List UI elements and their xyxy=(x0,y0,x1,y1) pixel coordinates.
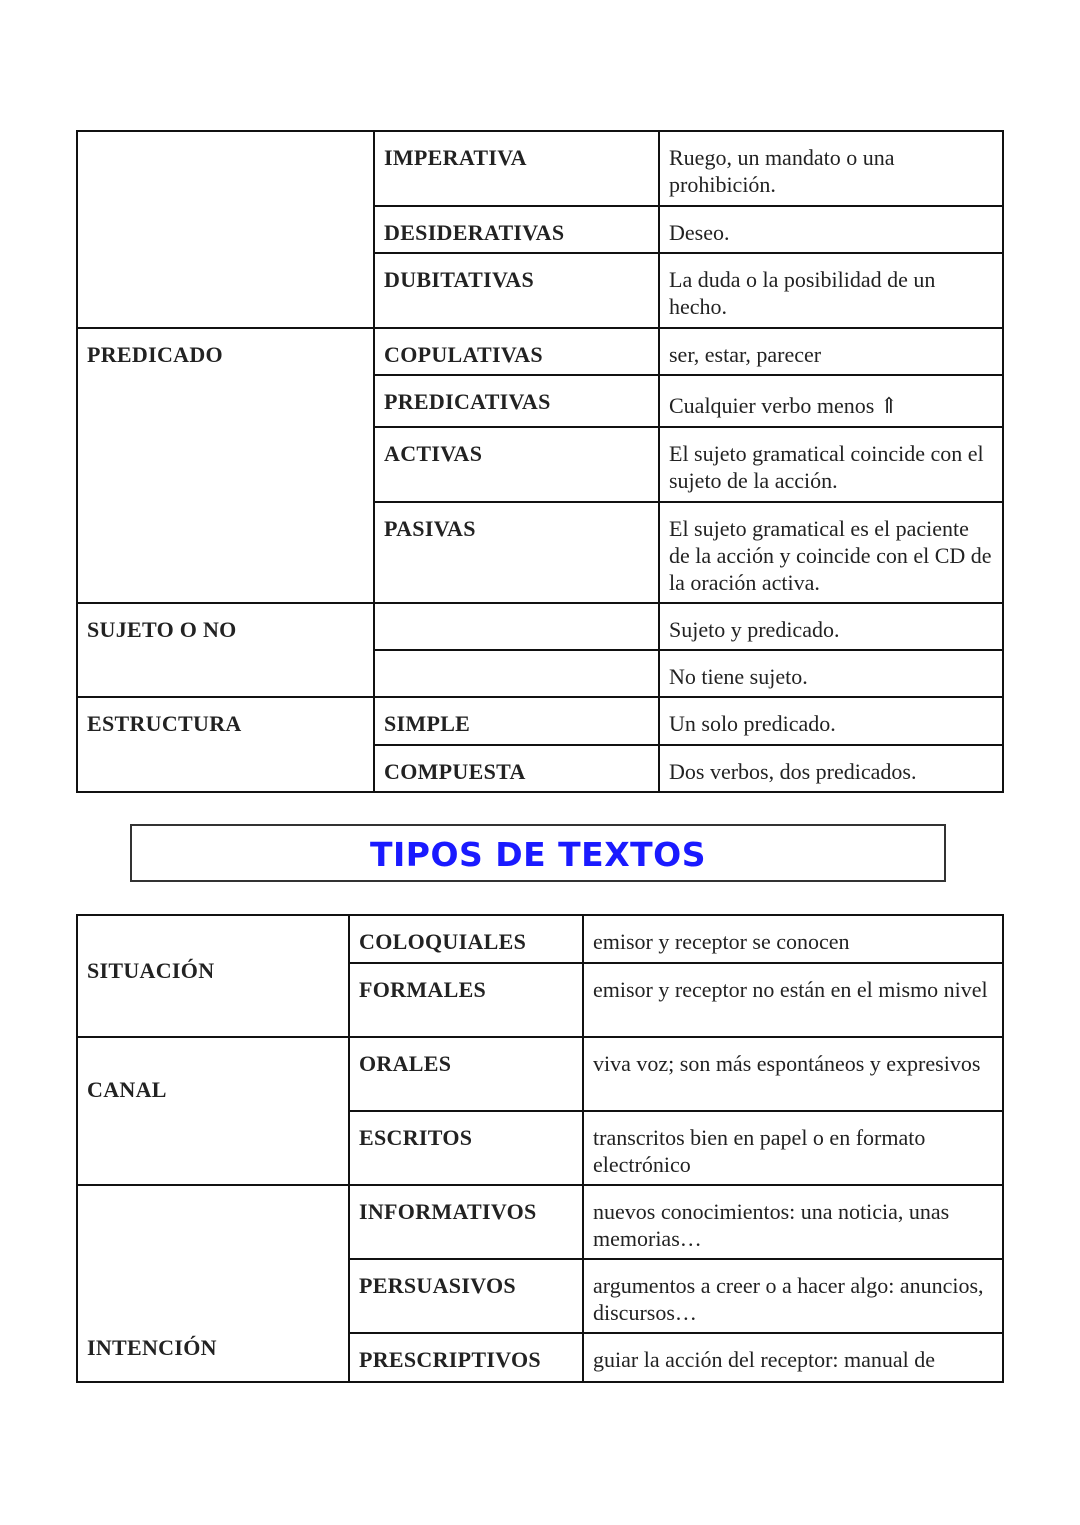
description-cell: Cualquier verbo menos ⇑ xyxy=(659,375,1003,427)
group-label-canal: CANAL xyxy=(77,1037,349,1185)
group-label-situacion: SITUACIÓN xyxy=(77,915,349,1037)
group-cell-empty xyxy=(77,131,374,328)
category-cell: COPULATIVAS xyxy=(374,328,659,375)
category-cell: PRESCRIPTIVOS xyxy=(349,1333,583,1382)
description-cell: Deseo. xyxy=(659,206,1003,253)
description-cell: Un solo predicado. xyxy=(659,697,1003,745)
group-label-intencion: INTENCIÓN xyxy=(77,1185,349,1382)
description-cell: El sujeto gramatical coincide con el sujeto de la acción. xyxy=(659,427,1003,502)
description-cell: ser, estar, parecer xyxy=(659,328,1003,375)
category-cell: PERSUASIVOS xyxy=(349,1259,583,1333)
category-cell: IMPERATIVA xyxy=(374,131,659,206)
group-label-predicado: PREDICADO xyxy=(77,328,374,603)
description-cell: El sujeto gramatical es el paciente de la acción y coincide con el CD de la oración activa. xyxy=(659,502,1003,603)
text-types-table xyxy=(76,914,1004,1383)
description-cell: guiar la acción del receptor: manual de xyxy=(583,1333,1003,1382)
category-cell: ORALES xyxy=(349,1037,583,1111)
category-cell: ACTIVAS xyxy=(374,427,659,502)
description-cell: emisor y receptor no están en el mismo nivel xyxy=(583,963,1003,1037)
group-label-estructura: ESTRUCTURA xyxy=(77,697,374,792)
category-cell: COMPUESTA xyxy=(374,745,659,792)
category-cell: DUBITATIVAS xyxy=(374,253,659,328)
category-cell: FORMALES xyxy=(349,963,583,1037)
description-cell: emisor y receptor se conocen xyxy=(583,915,1003,963)
category-cell xyxy=(374,603,659,650)
sentence-types-table xyxy=(76,130,1004,793)
description-cell: argumentos a creer o a hacer algo: anuncios, discursos… xyxy=(583,1259,1003,1333)
description-cell: transcritos bien en papel o en formato electrónico xyxy=(583,1111,1003,1185)
category-cell: DESIDERATIVAS xyxy=(374,206,659,253)
category-cell xyxy=(374,650,659,697)
description-cell: viva voz; son más espontáneos y expresivos xyxy=(583,1037,1003,1111)
section-title: TIPOS DE TEXTOS xyxy=(369,835,707,874)
category-cell: SIMPLE xyxy=(374,697,659,745)
description-cell: Dos verbos, dos predicados. xyxy=(659,745,1003,792)
category-cell: COLOQUIALES xyxy=(349,915,583,963)
category-cell: PASIVAS xyxy=(374,502,659,603)
description-cell: nuevos conocimientos: una noticia, unas memorias… xyxy=(583,1185,1003,1259)
description-cell: Ruego, un mandato o una prohibición. xyxy=(659,131,1003,206)
description-cell: La duda o la posibilidad de un hecho. xyxy=(659,253,1003,328)
description-cell: Sujeto y predicado. xyxy=(659,603,1003,650)
category-cell: PREDICATIVAS xyxy=(374,375,659,427)
category-cell: INFORMATIVOS xyxy=(349,1185,583,1259)
description-cell: No tiene sujeto. xyxy=(659,650,1003,697)
section-title-box xyxy=(130,824,946,882)
category-cell: ESCRITOS xyxy=(349,1111,583,1185)
group-label-sujeto: SUJETO O NO xyxy=(77,603,374,697)
